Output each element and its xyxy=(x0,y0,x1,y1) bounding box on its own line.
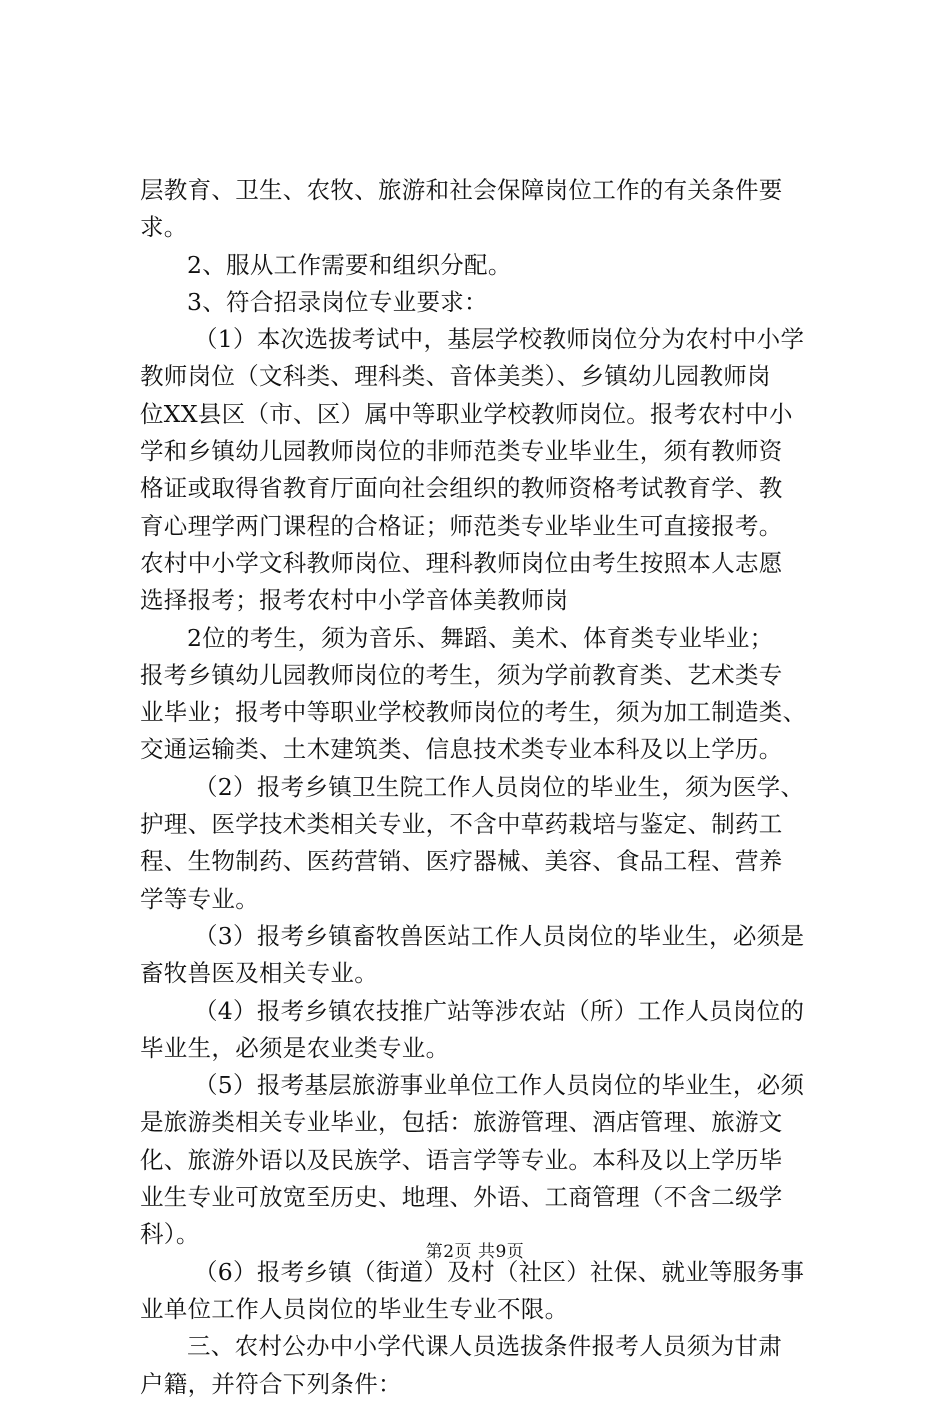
text-line: 化、旅游外语以及民族学、语言学等专业。本科及以上学历毕 xyxy=(140,1145,783,1174)
text-line: 2、服从工作需要和组织分配。 xyxy=(187,250,512,279)
text-line: 选择报考；报考农村中小学音体美教师岗 xyxy=(140,586,569,615)
text-line: 层教育、卫生、农牧、旅游和社会保障岗位工作的有关条件要 xyxy=(140,176,783,204)
text-line: 业单位工作人员岗位的毕业生专业不限。 xyxy=(140,1294,569,1323)
text-line: 学和乡镇幼儿园教师岗位的非师范类专业毕业生，须有教师资 xyxy=(140,437,783,466)
text-line: 教师岗位（文科类、理科类、音体美类）、乡镇幼儿园教师岗 xyxy=(140,362,771,391)
text-line: （4）报考乡镇农技推广站等涉农站（所）工作人员岗位的 xyxy=(194,996,805,1025)
text-line: 求。 xyxy=(140,213,188,242)
text-line: 交通运输类、土木建筑类、信息技术类专业本科及以上学历。 xyxy=(140,735,783,764)
text-line: 户籍，并符合下列条件： xyxy=(140,1369,402,1398)
text-line: （5）报考基层旅游事业单位工作人员岗位的毕业生，必须 xyxy=(194,1071,805,1100)
text-line: （1）本次选拔考试中，基层学校教师岗位分为农村中小学 xyxy=(194,325,805,354)
document-body xyxy=(140,172,830,1403)
text-line: （2）报考乡镇卫生院工作人员岗位的毕业生，须为医学、 xyxy=(194,772,805,801)
text-line: （3）报考乡镇畜牧兽医站工作人员岗位的毕业生，必须是 xyxy=(194,921,805,950)
text-line: 学等专业。 xyxy=(140,884,259,913)
text-line: 业毕业；报考中等职业学校教师岗位的考生，须为加工制造类、 xyxy=(140,698,807,727)
text-line: 报考乡镇幼儿园教师岗位的考生，须为学前教育类、艺术类专 xyxy=(140,660,783,689)
text-line: 护理、医学技术类相关专业，不含中草药栽培与鉴定、制药工 xyxy=(140,810,783,839)
text-line: 畜牧兽医及相关专业。 xyxy=(140,959,378,988)
text-line: 毕业生，必须是农业类专业。 xyxy=(140,1033,450,1062)
text-line: 程、生物制药、医药营销、医疗器械、美容、食品工程、营养 xyxy=(140,847,783,876)
text-line: 育心理学两门课程的合格证；师范类专业毕业生可直接报考。 xyxy=(140,511,783,540)
text-line: 3、符合招录岗位专业要求： xyxy=(187,287,488,316)
text-line: 三、农村公办中小学代课人员选拔条件报考人员须为甘肃 xyxy=(187,1332,782,1361)
text-line: 位XX县区（市、区）属中等职业学校教师岗位。报考农村中小 xyxy=(140,399,793,428)
text-line: 是旅游类相关专业毕业，包括：旅游管理、酒店管理、旅游文 xyxy=(140,1108,783,1137)
text-line: 科）。 xyxy=(140,1220,200,1249)
text-line: 2位的考生，须为音乐、舞蹈、美术、体育类专业毕业； xyxy=(187,623,774,652)
text-line: 业生专业可放宽至历史、地理、外语、工商管理（不含二级学 xyxy=(140,1183,783,1212)
text-line: （6）报考乡镇（街道）及村（社区）社保、就业等服务事 xyxy=(194,1257,805,1286)
text-line: 格证或取得省教育厅面向社会组织的教师资格考试教育学、教 xyxy=(140,474,783,503)
text-line: 农村中小学文科教师岗位、理科教师岗位由考生按照本人志愿 xyxy=(140,548,783,577)
page-footer: 第2页 共9页 xyxy=(425,1242,525,1262)
